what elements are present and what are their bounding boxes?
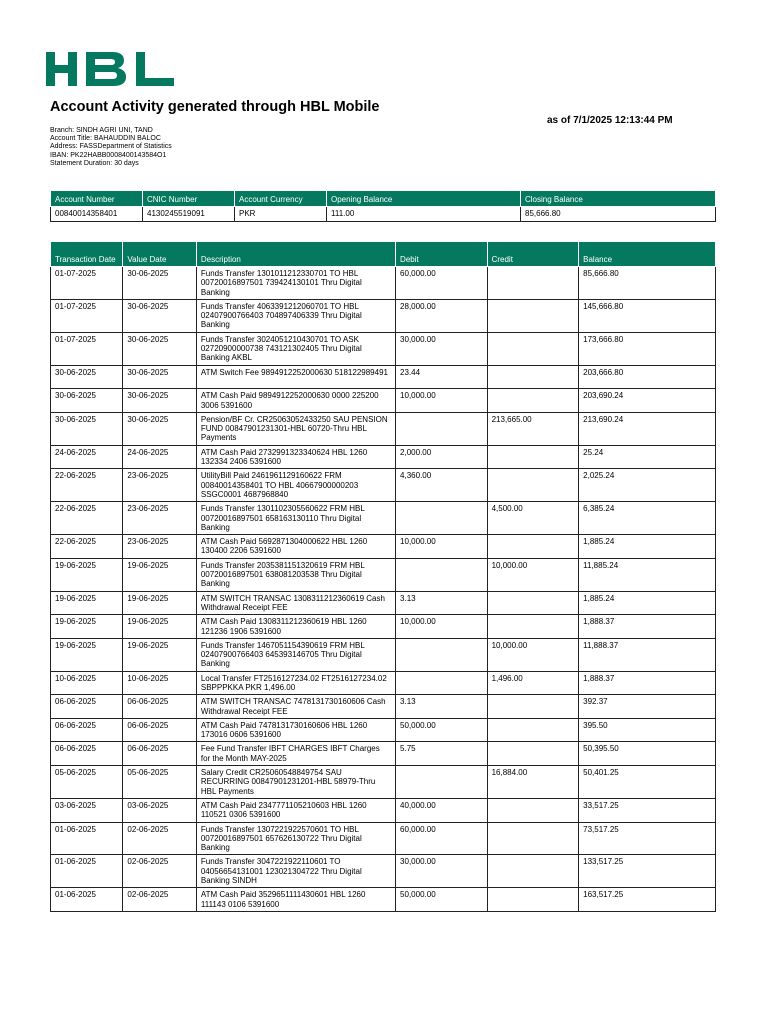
table-cell: 10,000.00 [487, 558, 579, 591]
table-cell: ATM SWITCH TRANSAC 1308311212360619 Cash Withdrawal Receipt FEE [196, 591, 395, 615]
table-cell: 23.44 [396, 365, 488, 389]
table-cell [487, 389, 579, 413]
table-cell: 30-06-2025 [123, 299, 196, 332]
activity-header: Description [196, 242, 395, 267]
table-cell: 10-06-2025 [51, 671, 123, 695]
table-cell: Funds Transfer 3047221922110601 TO 04056654131001 123021304722 Thru Digital Banking SINDH [196, 855, 395, 888]
table-cell: 30-06-2025 [123, 389, 196, 413]
activity-header: Credit [487, 242, 579, 267]
table-cell [487, 535, 579, 559]
table-row [51, 822, 716, 855]
table-cell: 3.13 [396, 591, 488, 615]
table-cell: 24-06-2025 [123, 445, 196, 469]
summary-cell: 00840014358401 [51, 207, 143, 222]
table-cell: 06-06-2025 [123, 742, 196, 766]
table-cell: 50,395.50 [579, 742, 716, 766]
table-cell: 1,885.24 [579, 591, 716, 615]
table-cell: ATM Cash Paid 9894912252000630 0000 225200 3006 5391600 [196, 389, 395, 413]
table-cell: 10,000.00 [396, 389, 488, 413]
table-row [51, 695, 716, 719]
table-row [51, 798, 716, 822]
table-row [51, 742, 716, 766]
table-row [51, 888, 716, 912]
table-cell: 19-06-2025 [123, 591, 196, 615]
activity-header: Balance [579, 242, 716, 267]
table-cell [487, 469, 579, 502]
table-cell: Funds Transfer 1307221922570601 TO HBL 00720016897501 657626130722 Thru Digital Banking [196, 822, 395, 855]
table-row [51, 502, 716, 535]
hbl-logo [46, 52, 174, 86]
table-cell: 173,666.80 [579, 332, 716, 365]
iban-line: IBAN: PK22HABB0008400143584O1 [50, 151, 167, 159]
generated-timestamp: as of 7/1/2025 12:13:44 PM [547, 115, 673, 126]
table-row [51, 412, 716, 445]
account-activity-table [50, 241, 716, 912]
table-cell: 30,000.00 [396, 855, 488, 888]
table-cell: 01-06-2025 [51, 855, 123, 888]
table-cell: 06-06-2025 [123, 695, 196, 719]
branch-line: Branch: SINDH AGRI UNI, TAND [50, 127, 153, 134]
table-cell: ATM Cash Paid 7478131730160606 HBL 1260 173016 0606 5391600 [196, 718, 395, 742]
table-cell: 06-06-2025 [51, 718, 123, 742]
table-cell [396, 638, 488, 671]
table-cell: 19-06-2025 [51, 615, 123, 639]
table-cell [487, 591, 579, 615]
table-row [51, 535, 716, 559]
table-cell: 19-06-2025 [51, 638, 123, 671]
summary-cell: 85,666.80 [521, 207, 716, 222]
table-cell: 22-06-2025 [51, 469, 123, 502]
summary-header: Account Number [51, 191, 143, 207]
table-cell: 85,666.80 [579, 267, 716, 300]
table-cell: 05-06-2025 [123, 766, 196, 799]
table-cell [487, 718, 579, 742]
table-cell: 28,000.00 [396, 299, 488, 332]
table-cell: 1,888.37 [579, 615, 716, 639]
table-cell [487, 365, 579, 389]
table-cell: 203,690.24 [579, 389, 716, 413]
table-cell: 01-07-2025 [51, 299, 123, 332]
table-cell: Local Transfer FT2516127234.02 FT2516127234.02 SBPPPKKA PKR 1,496.00 [196, 671, 395, 695]
table-cell: ATM Cash Paid 2347771105210603 HBL 1260 110521 0306 5391600 [196, 798, 395, 822]
table-cell: Funds Transfer 4063391212060701 TO HBL 02407900766403 704897406339 Thru Digital Banking [196, 299, 395, 332]
table-row [51, 766, 716, 799]
table-cell: Funds Transfer 1301011212330701 TO HBL 00720016897501 739424130101 Thru Digital Banking [196, 267, 395, 300]
table-cell: 02-06-2025 [123, 888, 196, 912]
summary-header: Account Currency [235, 191, 327, 207]
table-cell: 133,517.25 [579, 855, 716, 888]
table-row [51, 332, 716, 365]
address-line: Address: FASSDepartment of Statistics [50, 143, 172, 151]
table-cell [396, 412, 488, 445]
table-cell [487, 615, 579, 639]
table-cell: 163,517.25 [579, 888, 716, 912]
table-cell: 30-06-2025 [123, 412, 196, 445]
table-cell [487, 267, 579, 300]
table-cell: 11,885.24 [579, 558, 716, 591]
table-cell: 30-06-2025 [51, 389, 123, 413]
table-row [51, 638, 716, 671]
table-cell: 23-06-2025 [123, 502, 196, 535]
table-row [51, 445, 716, 469]
table-cell: 1,885.24 [579, 535, 716, 559]
table-cell: Funds Transfer 1467051154390619 FRM HBL 02407900766403 645393146705 Thru Digital Banking [196, 638, 395, 671]
table-cell: 22-06-2025 [51, 535, 123, 559]
table-cell [487, 855, 579, 888]
table-row [51, 267, 716, 300]
table-cell [487, 695, 579, 719]
table-cell: 01-06-2025 [51, 888, 123, 912]
table-cell [487, 822, 579, 855]
table-cell: ATM Cash Paid 1308311212360619 HBL 1260 121236 1906 5391600 [196, 615, 395, 639]
table-cell: 40,000.00 [396, 798, 488, 822]
table-cell: 213,690.24 [579, 412, 716, 445]
table-cell: 6,385.24 [579, 502, 716, 535]
table-cell: 06-06-2025 [51, 742, 123, 766]
table-cell: 30-06-2025 [123, 267, 196, 300]
table-cell: 145,666.80 [579, 299, 716, 332]
activity-header: Transaction Date [51, 242, 123, 267]
table-cell: 11,888.37 [579, 638, 716, 671]
account-title-line: Account Title: BAHAUDDIN BALOC [50, 135, 161, 143]
table-cell: 23-06-2025 [123, 535, 196, 559]
table-cell: ATM SWITCH TRANSAC 7478131730160606 Cash Withdrawal Receipt FEE [196, 695, 395, 719]
table-row [51, 365, 716, 389]
table-cell [487, 332, 579, 365]
table-cell: 03-06-2025 [51, 798, 123, 822]
table-cell: ATM Cash Paid 3529651111430601 HBL 1260 111143 0106 5391600 [196, 888, 395, 912]
table-cell: 213,665.00 [487, 412, 579, 445]
table-cell: 05-06-2025 [51, 766, 123, 799]
table-cell: 395.50 [579, 718, 716, 742]
table-cell: 22-06-2025 [51, 502, 123, 535]
table-cell: 10-06-2025 [123, 671, 196, 695]
table-cell: 30,000.00 [396, 332, 488, 365]
table-cell: 30-06-2025 [51, 365, 123, 389]
table-cell: 19-06-2025 [123, 558, 196, 591]
activity-header: Debit [396, 242, 488, 267]
summary-cell: 111.00 [327, 207, 521, 222]
summary-cell: PKR [235, 207, 327, 222]
table-cell: 30-06-2025 [123, 332, 196, 365]
table-cell: 50,000.00 [396, 888, 488, 912]
table-cell: 60,000.00 [396, 267, 488, 300]
duration-line: Statement Duration: 30 days [50, 159, 139, 167]
table-cell [396, 671, 488, 695]
summary-row [51, 207, 716, 222]
table-row [51, 718, 716, 742]
account-meta [50, 127, 172, 168]
table-cell: 02-06-2025 [123, 822, 196, 855]
table-cell [396, 766, 488, 799]
table-cell: Salary Credit CR25060548849754 SAU RECURRING 00847901231201-HBL 58979-Thru HBL Payments [196, 766, 395, 799]
summary-cell: 4130245519091 [143, 207, 235, 222]
table-cell: 10,000.00 [396, 535, 488, 559]
table-row [51, 389, 716, 413]
table-cell [487, 445, 579, 469]
table-cell: Fee Fund Transfer IBFT CHARGES IBFT Charges for the Month MAY-2025 [196, 742, 395, 766]
table-row [51, 615, 716, 639]
table-row [51, 855, 716, 888]
table-cell: 16,884.00 [487, 766, 579, 799]
table-cell [396, 558, 488, 591]
table-cell: 10,000.00 [487, 638, 579, 671]
table-cell: 5.75 [396, 742, 488, 766]
table-cell: 19-06-2025 [51, 591, 123, 615]
table-cell [487, 299, 579, 332]
table-cell: 03-06-2025 [123, 798, 196, 822]
table-cell: 4,360.00 [396, 469, 488, 502]
table-cell: 01-06-2025 [51, 822, 123, 855]
summary-header: Closing Balance [521, 191, 716, 207]
table-cell: 3.13 [396, 695, 488, 719]
table-cell: 02-06-2025 [123, 855, 196, 888]
account-summary-table [50, 190, 716, 222]
table-cell: 2,025.24 [579, 469, 716, 502]
table-cell: 06-06-2025 [51, 695, 123, 719]
table-cell [396, 502, 488, 535]
table-cell: Funds Transfer 3024051210430701 TO ASK 02720900000738 743121302405 Thru Digital Banking AKBL [196, 332, 395, 365]
summary-header: Opening Balance [327, 191, 521, 207]
table-cell: Funds Transfer 1301102305560622 FRM HBL 00720016897501 658163130110 Thru Digital Banking [196, 502, 395, 535]
table-cell: 06-06-2025 [123, 718, 196, 742]
page-title: Account Activity generated through HBL Mobile [50, 99, 380, 115]
table-cell: 1,888.37 [579, 671, 716, 695]
table-cell: 392.37 [579, 695, 716, 719]
table-cell: 01-07-2025 [51, 267, 123, 300]
table-cell: 73,517.25 [579, 822, 716, 855]
table-cell: 50,401.25 [579, 766, 716, 799]
table-cell: 19-06-2025 [123, 615, 196, 639]
table-row [51, 558, 716, 591]
table-cell: Pension/BF Cr. CR25063052433250 SAU PENSION FUND 00847901231301-HBL 60720-Thru HBL Payments [196, 412, 395, 445]
table-cell: ATM Cash Paid 2732991323340624 HBL 1260 132334 2406 5391600 [196, 445, 395, 469]
table-row [51, 469, 716, 502]
table-cell [487, 888, 579, 912]
table-cell: 23-06-2025 [123, 469, 196, 502]
table-cell [487, 798, 579, 822]
table-cell: 2,000.00 [396, 445, 488, 469]
table-row [51, 671, 716, 695]
table-cell [487, 742, 579, 766]
table-cell: 24-06-2025 [51, 445, 123, 469]
table-cell: 25.24 [579, 445, 716, 469]
table-row [51, 299, 716, 332]
table-cell: ATM Cash Paid 5692871304000622 HBL 1260 130400 2206 5391600 [196, 535, 395, 559]
table-cell: 60,000.00 [396, 822, 488, 855]
summary-header: CNIC Number [143, 191, 235, 207]
table-cell: 30-06-2025 [51, 412, 123, 445]
table-cell: ATM Switch Fee 9894912252000630 518122989491 [196, 365, 395, 389]
table-cell: 4,500.00 [487, 502, 579, 535]
activity-header: Value Date [123, 242, 196, 267]
table-cell: 19-06-2025 [51, 558, 123, 591]
table-cell: 10,000.00 [396, 615, 488, 639]
table-cell: UtilityBill Paid 2461961129160622 FRM 00840014358401 TO HBL 40667900000203 SSGC0001 4687968840 [196, 469, 395, 502]
activity-rows [51, 267, 716, 912]
table-cell: 1,496.00 [487, 671, 579, 695]
table-cell: 19-06-2025 [123, 638, 196, 671]
table-cell: 33,517.25 [579, 798, 716, 822]
table-cell: 203,666.80 [579, 365, 716, 389]
table-cell: 30-06-2025 [123, 365, 196, 389]
table-cell: 01-07-2025 [51, 332, 123, 365]
table-cell: 50,000.00 [396, 718, 488, 742]
table-row [51, 591, 716, 615]
table-cell: Funds Transfer 2035381151320619 FRM HBL 00720016897501 638081203538 Thru Digital Banking [196, 558, 395, 591]
